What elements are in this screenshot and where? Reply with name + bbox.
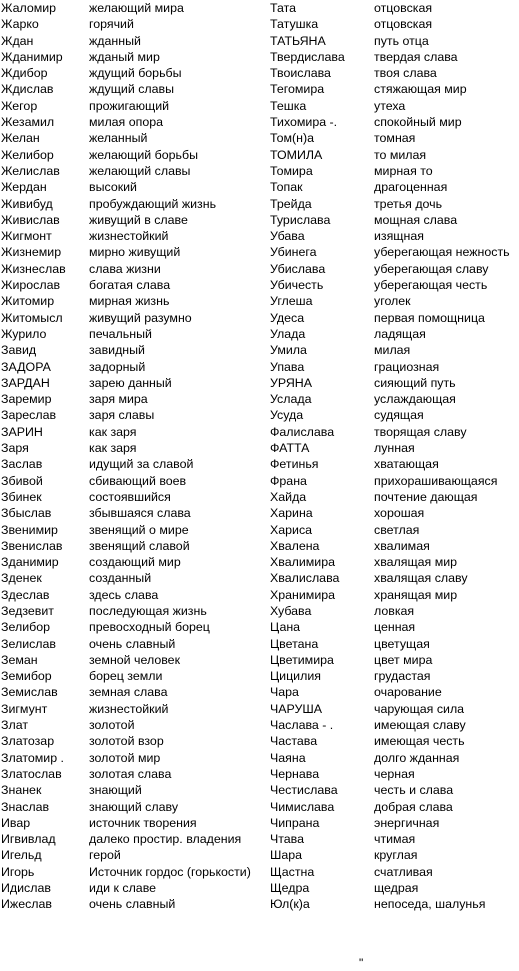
female-meaning: уберегающая нежность [374,245,510,260]
male-name: Ждислав [1,82,54,97]
table-row [0,424,519,440]
table-row [0,407,519,423]
female-name: ТАТЬЯНА [270,33,326,48]
female-name: УРЯНА [270,375,313,390]
male-meaning: далеко простир. владения [89,832,242,847]
male-meaning: знающий [89,783,142,798]
female-meaning: хвалящая мир [374,555,458,570]
male-meaning: жизнестойкий [89,701,169,716]
table-row [0,864,519,880]
table-row [0,896,519,912]
female-name: Чимислава [270,799,335,814]
female-name: Цветимира [270,652,334,667]
table-row [0,293,519,309]
table-row [0,49,519,65]
male-meaning: земная слава [89,685,168,700]
male-name: Желибор [1,147,54,162]
table-row [0,587,519,603]
male-name: Зелибор [1,620,50,635]
female-name: Цицилия [270,669,321,684]
male-meaning: иди к славе [89,881,157,896]
table-row [0,277,519,293]
male-name: Зедзевит [1,603,54,618]
male-meaning: желающий мира [89,1,184,15]
male-meaning: заря мира [89,392,148,407]
table-row [0,489,519,505]
female-name: Цана [270,620,301,635]
male-meaning: желающий славы [89,163,191,178]
male-name: Збивой [1,473,43,488]
male-meaning: как заря [89,424,137,439]
female-name: Убинега [270,245,317,260]
male-meaning: желанный [89,131,148,146]
male-meaning: источник творения [89,815,197,830]
male-meaning: горячий [89,17,134,32]
female-meaning: уберегающая честь [374,278,488,293]
male-name: Идислав [1,881,51,896]
female-meaning: долго жданная [374,750,460,765]
female-meaning: третья дочь [374,196,443,211]
male-meaning: печальный [89,326,152,341]
male-name: Заслав [1,457,43,472]
female-name: Фетинья [270,457,319,472]
female-name: Щастна [270,864,315,879]
female-name: Упава [270,359,305,374]
male-name: Жизнемир [1,245,62,260]
female-name: Трейда [270,196,312,211]
male-name: Збыслав [1,506,52,521]
male-name: Зареслав [1,408,57,423]
male-name: Живибуд [1,196,53,211]
male-name: Завид [1,343,37,358]
male-meaning: создающий мир [89,555,181,570]
male-name: Живислав [1,212,60,227]
male-name: Здеслав [1,587,50,602]
table-row [0,65,519,81]
female-meaning: уголек [374,294,411,309]
male-meaning: слава жизни [89,261,161,276]
male-name: ЗАРДАН [1,375,50,390]
male-meaning: милая опора [89,115,163,130]
female-meaning: ладящая [374,326,426,341]
male-meaning: Источник гордос (горькости) [89,864,251,879]
male-meaning: задорный [89,359,146,374]
male-meaning: идущий за славой [89,457,194,472]
female-meaning: спокойный мир [374,115,462,130]
male-name: Ивар [1,815,31,830]
female-name: Тегомира [270,82,325,97]
male-meaning: желающий борьбы [89,147,198,162]
female-meaning: очарование [374,685,442,700]
female-name: Убичесть [270,278,324,293]
female-name: Чтава [270,832,305,847]
male-name: Знанек [1,783,42,798]
female-name: Чаяна [270,750,306,765]
table-row [0,375,519,391]
table-row [0,114,519,130]
table-row [0,782,519,798]
female-meaning: имеющая честь [374,734,465,749]
female-name: Чипрана [270,815,320,830]
female-meaning: уберегающая славу [374,261,489,276]
male-name: Знаслав [1,799,50,814]
table-row [0,326,519,342]
female-name: ФАТТА [270,441,310,456]
female-meaning: цвет мира [374,652,433,667]
table-row [0,668,519,684]
female-meaning: услаждающая [374,392,456,407]
male-name: Житомысл [1,310,63,325]
male-meaning: живущий разумно [89,310,192,325]
table-row [0,847,519,863]
female-meaning: изящная [374,229,424,244]
female-meaning: счатливая [374,864,433,879]
male-meaning: ждущий славы [89,82,174,97]
table-row [0,342,519,358]
female-meaning: щедрая [374,881,419,896]
female-name: Часлава - . [270,718,334,733]
female-name: Щедра [270,881,310,896]
male-name: Желан [1,131,40,146]
table-row [0,456,519,472]
male-meaning: жизнестойкий [89,229,169,244]
male-meaning: земной человек [89,652,180,667]
male-meaning: здесь слава [89,587,159,602]
table-row [0,766,519,782]
table-row [0,733,519,749]
female-name: Улада [270,326,306,341]
male-meaning: сбивающий воев [89,473,187,488]
male-name: Житомир [1,294,55,309]
table-row [0,717,519,733]
male-name: Жегор [1,98,38,113]
table-row [0,701,519,717]
male-meaning: прожигающий [89,98,170,113]
female-meaning: драгоценная [374,180,448,195]
male-meaning: золотой мир [89,750,161,765]
female-name: Харина [270,506,313,521]
male-name: Жаломир [1,1,57,15]
female-meaning: мирная то [374,163,433,178]
female-name: Томира [270,163,313,178]
table-row [0,310,519,326]
table-row [0,619,519,635]
male-name: Златослав [1,766,62,781]
female-meaning: энергичная [374,815,440,830]
table-row [0,147,519,163]
male-meaning: заря славы [89,408,155,423]
female-meaning: почтение дающая [374,489,478,504]
table-row [0,261,519,277]
female-name: Чернава [270,766,320,781]
table-row [0,391,519,407]
male-name: Ижеслав [1,897,52,912]
female-name: Убислава [270,261,326,276]
table-row [0,440,519,456]
female-meaning: добрая слава [374,799,453,814]
female-name: Хариса [270,522,313,537]
male-meaning: как заря [89,441,137,456]
female-name: Турислава [270,212,331,227]
female-name: Хвалимира [270,555,335,570]
male-name: ЗАДОРА [1,359,51,374]
female-name: Услада [270,392,312,407]
male-meaning: мирная жизнь [89,294,170,309]
table-row [0,212,519,228]
female-meaning: черная [374,766,415,781]
table-row [0,636,519,652]
female-name: ЧАРУША [270,701,323,716]
male-meaning: высокий [89,180,137,195]
male-name: Звенимир [1,522,58,537]
table-row [0,244,519,260]
female-meaning: утеха [374,98,406,113]
male-meaning: созданный [89,571,152,586]
male-meaning: богатая слава [89,278,171,293]
female-name: Хвалислава [270,571,340,586]
female-name: Убава [270,229,305,244]
male-name: Жданимир [1,49,63,64]
table-row [0,163,519,179]
male-meaning: живущий в славе [89,212,188,227]
female-meaning: милая [374,343,411,358]
female-meaning: судящая [374,408,424,423]
male-meaning: очень славный [89,636,176,651]
female-name: Шара [270,848,303,863]
male-name: Звенислав [1,538,63,553]
male-name: Злат [1,718,29,733]
female-name: Фалислава [270,424,335,439]
male-name: Земислав [1,685,58,700]
male-meaning: звенящий о мире [89,522,189,537]
female-name: Цветана [270,636,319,651]
male-name: Жизнеслав [1,261,66,276]
female-name: Тата [270,1,297,15]
male-name: Жезамил [1,115,55,130]
female-name: ТОМИЛА [270,147,323,162]
male-name: Златомир . [1,750,64,765]
male-meaning: борец земли [89,669,163,684]
male-name: Журило [1,326,47,341]
female-meaning: непоседа, шалунья [374,897,486,912]
male-name: Игельд [1,848,42,863]
female-name: Тешка [270,98,307,113]
table-row [0,831,519,847]
male-meaning: превосходный борец [89,620,210,635]
male-meaning: звенящий славой [89,538,190,553]
table-row [0,359,519,375]
female-meaning: чарующая сила [374,701,465,716]
table-row [0,473,519,489]
female-name: Честислава [270,783,338,798]
male-meaning: золотой взор [89,734,164,749]
male-name: Земибор [1,669,52,684]
female-name: Углеша [270,294,313,309]
female-meaning: хвалящая славу [374,571,468,586]
table-row [0,652,519,668]
male-meaning: завидный [89,343,145,358]
female-name: Том(н)а [270,131,314,146]
female-meaning: ловкая [374,603,415,618]
table-row [0,0,519,16]
female-meaning: хорошая [374,506,425,521]
female-name: Топак [270,180,303,195]
female-meaning: хвалимая [374,538,430,553]
table-row [0,81,519,97]
female-meaning: грациозная [374,359,440,374]
female-name: Татушка [270,17,319,32]
female-name: Чара [270,685,299,700]
female-meaning: честь и слава [374,783,454,798]
female-name: Хранимира [270,587,336,602]
male-meaning: золотой [89,718,135,733]
female-meaning: путь отца [374,33,429,48]
male-meaning: жданный [89,33,141,48]
female-name: Франа [270,473,307,488]
male-meaning: очень славный [89,897,176,912]
female-meaning: цветущая [374,636,430,651]
male-name: Жигмонт [1,229,52,244]
male-name: Жердан [1,180,47,195]
male-name: Збинек [1,489,42,504]
male-name: Заря [1,441,29,456]
female-name: Удеса [270,310,305,325]
table-row [0,505,519,521]
female-meaning: томная [374,131,416,146]
female-meaning: лунная [374,441,415,456]
female-meaning: имеющая славу [374,718,466,733]
table-row [0,33,519,49]
male-meaning: збывшаяся слава [89,506,191,521]
female-name: Усуда [270,408,304,423]
male-name: ЗАРИН [1,424,43,439]
female-name: Хубава [270,603,312,618]
male-name: Зигмунт [1,701,48,716]
male-meaning: герой [89,848,121,863]
male-meaning: зарею данный [89,375,172,390]
female-name: Тихомира -. [270,115,338,130]
female-name: Твердислава [270,49,345,64]
female-meaning: твоя слава [374,66,437,81]
female-meaning: твердая слава [374,49,458,64]
table-row [0,554,519,570]
male-name: Заремир [1,392,52,407]
male-meaning: знающий славу [89,799,179,814]
male-meaning: состоявшийся [89,489,171,504]
female-meaning: стяжающая мир [374,82,467,97]
table-row [0,538,519,554]
table-row [0,98,519,114]
male-name: Зденек [1,571,42,586]
female-meaning: круглая [374,848,418,863]
table-row [0,880,519,896]
female-meaning: отцовская [374,17,433,32]
female-meaning: чтимая [374,832,416,847]
female-meaning: первая помощница [374,310,485,325]
female-meaning: сияющий путь [374,375,456,390]
female-meaning: хватающая [374,457,439,472]
table-row [0,684,519,700]
male-meaning: жданый мир [89,49,160,64]
male-name: Зданимир [1,555,59,570]
female-name: Твоислава [270,66,331,81]
male-meaning: последующая жизнь [89,603,207,618]
female-meaning: грудастая [374,669,431,684]
male-meaning: золотая слава [89,766,172,781]
male-meaning: пробуждающий жизнь [89,196,217,211]
male-name: Жирослав [1,278,61,293]
table-row [0,815,519,831]
male-name: Земан [1,652,38,667]
male-name: Жарко [1,17,39,32]
table-row [0,130,519,146]
table-row [0,179,519,195]
table-row [0,228,519,244]
female-meaning: прихорашивающаяся [374,473,498,488]
female-name: Частава [270,734,318,749]
male-name: Златозар [1,734,55,749]
male-name: Игорь [1,864,35,879]
female-name: Умила [270,343,307,358]
female-meaning: хранящая мир [374,587,458,602]
male-meaning: ждущий борьбы [89,66,182,81]
male-name: Зелислав [1,636,57,651]
male-meaning: мирно живущий [89,245,181,260]
table-row [0,16,519,32]
table-row [0,196,519,212]
table-row [0,799,519,815]
female-name: Юл(к)а [270,897,310,912]
female-meaning: ценная [374,620,416,635]
female-meaning: отцовская [374,1,433,15]
stray-mark: " [359,956,364,970]
female-name: Хвалена [270,538,320,553]
table-row [0,603,519,619]
table-row [0,750,519,766]
female-meaning: творящая славу [374,424,467,439]
female-meaning: то милая [374,147,427,162]
female-meaning: светлая [374,522,420,537]
table-row [0,522,519,538]
male-name: Игвивлад [1,832,56,847]
female-name: Хайда [270,489,307,504]
table-row [0,570,519,586]
male-name: Желислав [1,163,60,178]
female-meaning: мощная слава [374,212,458,227]
male-name: Ждан [1,33,34,48]
male-name: Ждибор [1,66,48,81]
